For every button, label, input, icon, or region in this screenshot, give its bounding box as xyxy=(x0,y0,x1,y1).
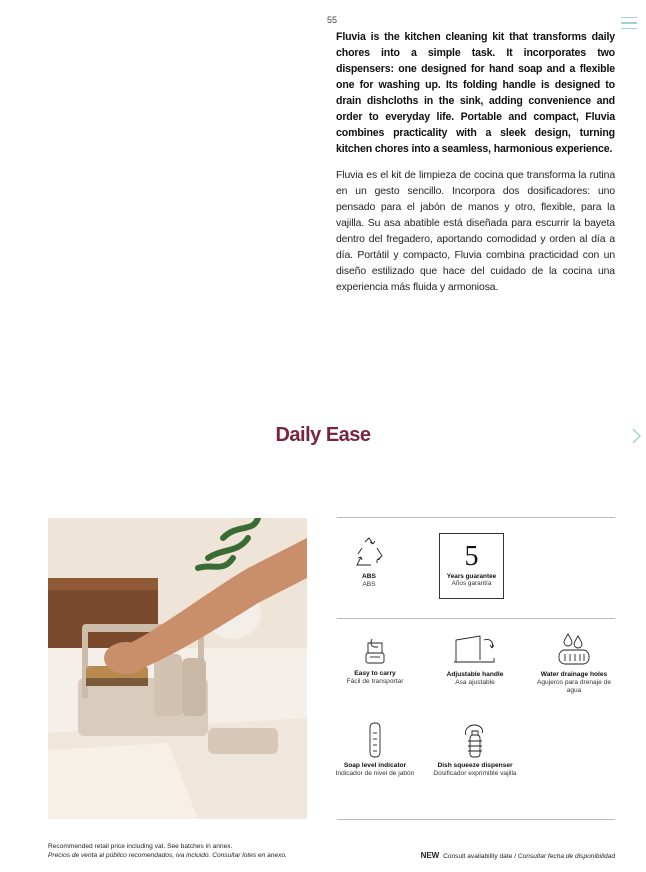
guarantee-badge xyxy=(439,533,504,599)
divider-middle xyxy=(337,618,615,619)
level-indicator-icon xyxy=(365,721,385,759)
page-number: 55 xyxy=(327,15,338,25)
availability-separator: / xyxy=(512,853,518,860)
squeeze-hand-icon xyxy=(460,721,490,759)
carry-label: Easy to carry xyxy=(354,670,396,677)
material-label-es: ABS xyxy=(362,581,376,588)
guarantee-label-es: Años garantía xyxy=(451,580,492,587)
feature-carry xyxy=(330,637,420,686)
availability-en: Consult availability date xyxy=(443,853,513,860)
intro-english: Fluvia is the kitchen cleaning kit that transforms daily chores into a simple task. It incorporates two dispensers: one designed for hand soap and a flexible one for washing up. Its folding handle is designed to drain dishcloths in the sink, adding convenience and order to everyday life. Portable and compact, Fluvia combines practicality with a sleek design, turning kitchen chores into a seamless, harmonious experience. xyxy=(336,31,615,155)
availability-es: Consultar fecha de disponibilidad xyxy=(517,853,615,860)
soap-level-label-es: Indicador de nivel de jabón xyxy=(335,770,415,777)
feature-material xyxy=(324,536,414,589)
availability-note xyxy=(421,851,615,860)
recycle-icon xyxy=(351,536,387,570)
folding-handle-icon xyxy=(450,632,500,668)
price-note-en: Recommended retail price including vat. See batches in annex. xyxy=(48,843,233,850)
price-note xyxy=(48,842,287,860)
feature-drainage xyxy=(529,632,619,695)
menu-icon[interactable] xyxy=(621,17,637,31)
drainage-holes-icon xyxy=(554,632,594,668)
handle-label-es: Asa ajustable xyxy=(455,679,495,686)
guarantee-label: Years guarantee xyxy=(446,573,497,580)
squeeze-label: Dish squeeze dispenser xyxy=(437,762,513,769)
handle-label: Adjustable handle xyxy=(446,671,504,678)
drainage-label: Water drainage holes xyxy=(540,671,608,678)
feature-soap-level xyxy=(330,721,420,778)
divider-top xyxy=(337,517,615,518)
carry-icon xyxy=(360,637,390,667)
drainage-label-es: Agujeros para drenaje de agua xyxy=(536,679,612,694)
chevron-right-icon[interactable] xyxy=(629,427,643,445)
feature-handle xyxy=(430,632,520,687)
soap-level-label: Soap level indicator xyxy=(343,762,407,769)
price-note-es: Precios de venta al público recomendados, iva incluido. Consultar lotes en anexo. xyxy=(48,852,287,859)
material-label: ABS xyxy=(362,573,376,580)
intro-spanish: Fluvia es el kit de limpieza de cocina que transforma la rutina en un gesto sencillo. Incorpora dos dosificadores: uno pensado para el jabón de manos y otro, flexible, para la vajilla. Su asa abatible está diseñada para escurrir la bayeta dentro del fregadero, aportando comodidad y orden al día a día. Portátil y compacto, Fluvia combina practicidad con un diseño estilizado que hace del cuidado de la cocina una experiencia más fluida y armoniosa. xyxy=(336,170,615,293)
squeeze-label-es: Dosificador exprimible vajilla xyxy=(433,770,517,777)
divider-bottom xyxy=(337,819,615,820)
new-label: NEW xyxy=(420,851,440,860)
carry-label-es: Fácil de transportar xyxy=(346,678,404,685)
guarantee-number: 5 xyxy=(464,541,479,572)
feature-squeeze xyxy=(430,721,520,778)
section-title: Daily Ease xyxy=(275,424,371,446)
product-photo xyxy=(48,518,307,819)
